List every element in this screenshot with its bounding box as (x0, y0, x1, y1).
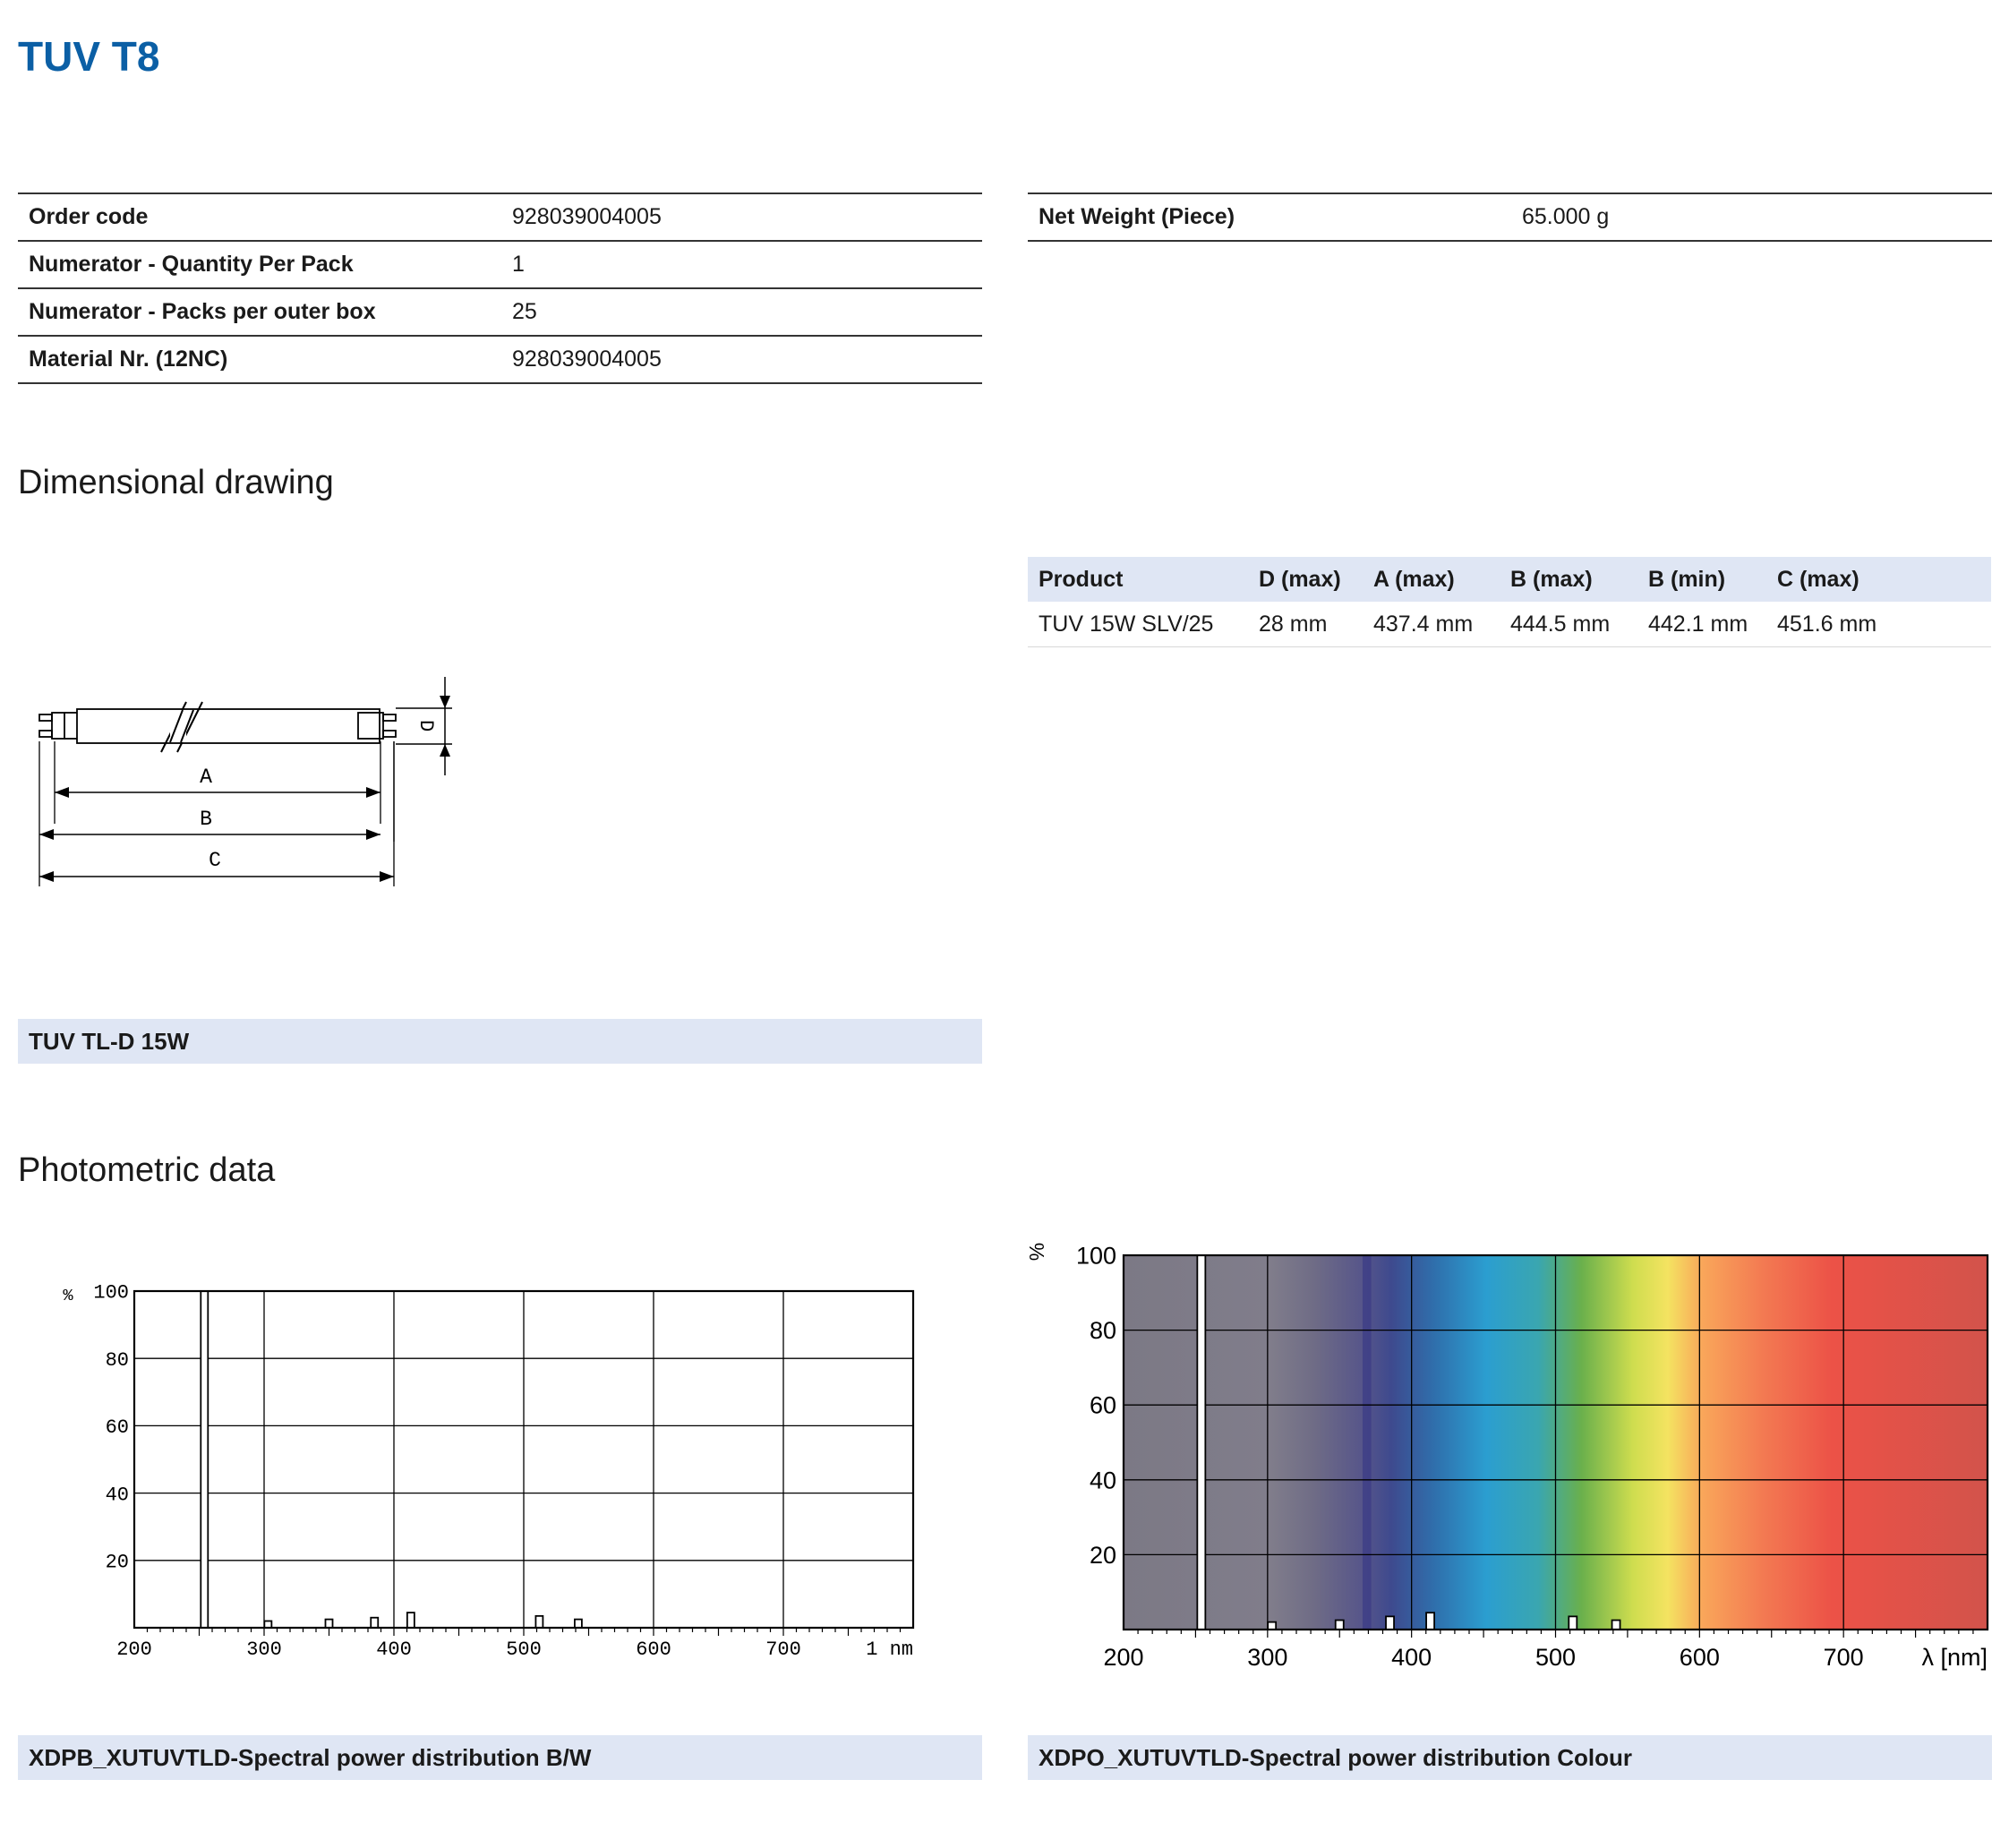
x-tick-label: 500 (506, 1638, 542, 1661)
x-tick-label: 400 (376, 1638, 412, 1661)
x-axis-label: 1 nm (866, 1638, 913, 1661)
table-row (1028, 193, 1992, 241)
cell: 28 mm (1248, 602, 1363, 647)
spectral-bar (264, 1621, 271, 1628)
label-c: C (209, 849, 221, 872)
info-value: 1 (501, 241, 982, 288)
x-tick-label: 300 (1247, 1644, 1288, 1671)
info-label: Order code (18, 193, 501, 241)
info-label: Material Nr. (12NC) (18, 336, 501, 383)
dimensional-caption: TUV TL-D 15W (18, 1019, 982, 1064)
x-axis-label: λ [nm] (1921, 1644, 1988, 1671)
uv-band (1363, 1255, 1372, 1630)
spectral-bar (1386, 1616, 1394, 1630)
dimensional-drawing-heading: Dimensional drawing (18, 464, 334, 501)
info-value: 25 (501, 288, 982, 336)
spectral-bar (535, 1616, 543, 1628)
table-row (18, 241, 982, 288)
cell: TUV 15W SLV/25 (1028, 602, 1248, 647)
table-row (18, 288, 982, 336)
table-row (18, 336, 982, 383)
y-axis-unit: % (63, 1286, 73, 1305)
info-table-right (1028, 192, 1992, 242)
page-title: TUV T8 (18, 33, 160, 80)
y-tick-label: 40 (1089, 1467, 1116, 1494)
y-tick-label: 40 (105, 1484, 129, 1507)
y-tick-label: 60 (105, 1416, 129, 1440)
label-b: B (200, 808, 212, 831)
x-tick-label: 400 (1391, 1644, 1432, 1671)
info-label: Numerator - Packs per outer box (18, 288, 501, 336)
y-tick-label: 20 (1089, 1541, 1116, 1569)
x-tick-label: 600 (1679, 1644, 1720, 1671)
x-tick-label: 500 (1535, 1644, 1577, 1671)
pin-right-bottom (383, 731, 396, 737)
tube-body (77, 709, 380, 743)
x-tick-label: 200 (116, 1638, 152, 1661)
spectral-bar (326, 1620, 333, 1628)
info-table-left (18, 192, 982, 384)
y-tick-label: 20 (105, 1551, 129, 1574)
col-header: C (max) (1766, 557, 1991, 602)
info-label: Numerator - Quantity Per Pack (18, 241, 501, 288)
cell: 451.6 mm (1766, 602, 1991, 647)
dimensional-drawing (27, 663, 474, 895)
x-tick-label: 700 (765, 1638, 801, 1661)
table-row (18, 193, 982, 241)
pin-right-top (383, 714, 396, 721)
photometric-heading: Photometric data (18, 1151, 276, 1189)
dimensions-table (1028, 557, 1991, 647)
cell: 442.1 mm (1637, 602, 1766, 647)
caption-bw: XDPB_XUTUVTLD-Spectral power distribution B/W (18, 1735, 982, 1780)
spectral-bar (371, 1618, 378, 1628)
cell: 444.5 mm (1500, 602, 1637, 647)
x-tick-label: 600 (636, 1638, 671, 1661)
spectral-bar (1268, 1622, 1276, 1630)
info-value: 928039004005 (501, 193, 982, 241)
spectral-bar (1197, 1255, 1205, 1630)
col-header: B (max) (1500, 557, 1637, 602)
spectral-bar (1612, 1621, 1620, 1630)
table-row (1028, 602, 1991, 647)
col-header: Product (1028, 557, 1248, 602)
col-header: D (max) (1248, 557, 1363, 602)
label-d: D (415, 720, 437, 732)
spectral-bar (407, 1613, 415, 1628)
info-value: 928039004005 (501, 336, 982, 383)
y-tick-label: 100 (93, 1281, 129, 1305)
cell: 437.4 mm (1363, 602, 1500, 647)
spectral-bar (1569, 1616, 1577, 1630)
col-header: A (max) (1363, 557, 1500, 602)
caption-colour: XDPO_XUTUVTLD-Spectral power distribution Colour (1028, 1735, 1992, 1780)
spectral-bar (575, 1620, 582, 1628)
x-tick-label: 200 (1103, 1644, 1144, 1671)
col-header: B (min) (1637, 557, 1766, 602)
spectral-bar (1336, 1621, 1344, 1630)
x-tick-label: 700 (1823, 1644, 1864, 1671)
cap-left (52, 713, 64, 739)
info-value: 65.000 g (1511, 193, 1992, 241)
label-a: A (200, 766, 212, 789)
y-axis-unit: % (1025, 1242, 1048, 1262)
y-tick-label: 100 (1075, 1242, 1116, 1270)
pin-left-top (39, 714, 52, 721)
y-tick-label: 80 (1089, 1317, 1116, 1345)
y-tick-label: 60 (1089, 1391, 1116, 1419)
x-tick-label: 300 (246, 1638, 282, 1661)
spectral-chart-bw (54, 1271, 931, 1665)
info-label: Net Weight (Piece) (1028, 193, 1511, 241)
table-header-row (1028, 557, 1991, 602)
spectral-bar (1426, 1613, 1434, 1630)
spectral-chart-colour (1021, 1227, 1996, 1674)
y-tick-label: 80 (105, 1348, 129, 1372)
spectral-bar (201, 1291, 208, 1628)
pin-left-bottom (39, 731, 52, 737)
